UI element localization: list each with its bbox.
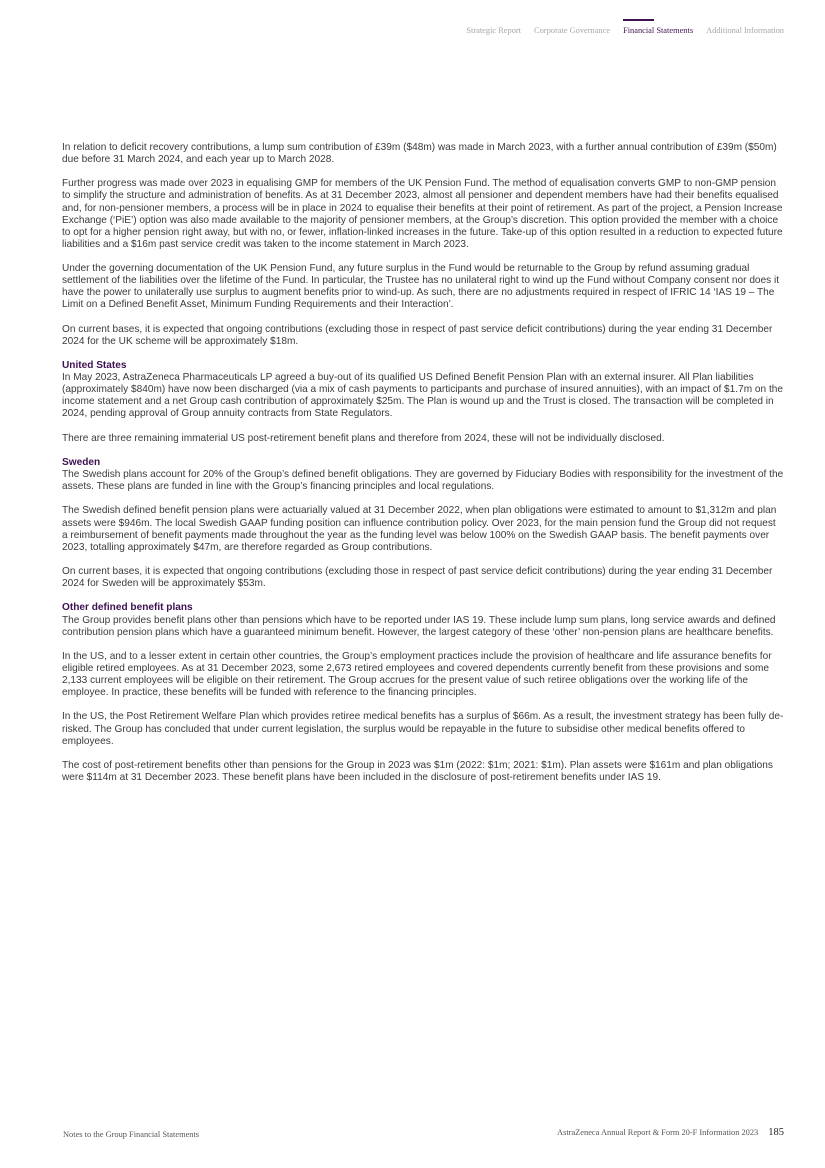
- section-navigation: [466, 26, 784, 35]
- paragraph-welfare-plan-surplus: In the US, the Post Retirement Welfare Plan which provides retiree medical benefits has a surplus of $66m. As a result, the investment strategy has been fully de-risked. The Group has concluded that under current legislation, the surplus would be repayable in the future to subsidise other medical benefits offered to employees.: [62, 711, 784, 747]
- footer-section-title: Notes to the Group Financial Statements: [63, 1130, 200, 1139]
- uk-pension-section: [62, 142, 784, 348]
- paragraph-gmp-equalisation: Further progress was made over 2023 in equalising GMP for members of the UK Pension Fund. The method of equalisation converts GMP to non-GMP pension to simplify the structure and administration of benefits. As at 31 December 2023, almost all pensioner and dependent members have had their benefits equalised and, for non-pensioner members, a process will be in place in 2024 to equalise their benefits at their point of retirement. As part of the project, a Pension Increase Exchange (‘PiE’) option was also made available to the majority of pensioner members, at the Group’s discretion. This option provided the member with a choice to opt for a higher pension right away, but with no, or fewer, inflation-linked increases in the future. Take-up of this option resulted in a reduction to expected future liabilities and a $16m past service credit was taken to the income statement in March 2023.: [62, 178, 783, 250]
- nav-strategic-report[interactable]: Strategic Report: [466, 26, 522, 35]
- paragraph-us-remaining-plans: There are three remaining immaterial US post-retirement benefit plans and therefore from 2024, these will not be individually disclosed.: [62, 432, 665, 444]
- paragraph-sweden-valuation: The Swedish defined benefit pension plans were actuarially valued at 31 December 2022, when plan obligations were estimated to amount to $1,312m and plan assets were $946m. The local Swedish GAAP funding position can influence contribution policy. Over 2023, for the main pension fund the Group did not request a reimbursement of benefit payments made throughout the year as the funding level was below 100% on the Swedish GAAP basis. The benefit payments over 2023, totalling approximately $47m, are therefore regarded as Group contributions.: [62, 505, 777, 553]
- footer-report-info: [557, 1127, 784, 1138]
- paragraph-us-buyout: In May 2023, AstraZeneca Pharmaceuticals LP agreed a buy-out of its qualified US Defined Benefit Pension Plan with an external insurer. All Plan liabilities (approximately $840m) have now been discharged (via a mix of cash payments to participants and purchase of insured annuities), with an impact of $1.7m on the income statement and a net Group cash contribution of approximately $25m. The Plan is wound up and the Trust is closed. The transaction will be completed in 2024, pending approval of Group annuity contracts from State Regulators.: [62, 372, 783, 420]
- body-content: [62, 142, 784, 796]
- paragraph-deficit-recovery: In relation to deficit recovery contributions, a lump sum contribution of £39m ($48m) was made in March 2023, with a further annual contribution of £39m ($50m) due before 31 March 2024, and each year up to March 2028.: [62, 142, 777, 166]
- paragraph-sweden-contributions: On current bases, it is expected that ongoing contributions (excluding those in respect of past service deficit contributions) during the year ending 31 December 2024 for Sweden will be approximately $53m.: [62, 566, 773, 590]
- heading-sweden: Sweden: [62, 457, 101, 468]
- sweden-section: [62, 457, 784, 590]
- paragraph-other-plans: The Group provides benefit plans other than pensions which have to be reported under IAS 19. These include lump sum plans, long service awards and defined contribution pension plans which have a guaranteed minimum benefit. However, the largest category of these ‘other’ non-pension plans are healthcare benefits.: [62, 614, 776, 638]
- nav-additional-information[interactable]: Additional Information: [706, 26, 784, 35]
- other-plans-section: [62, 602, 784, 784]
- paragraph-uk-contributions: On current bases, it is expected that ongoing contributions (excluding those in respect of past service deficit contributions) during the year ending 31 December 2024 for the UK scheme will be approximately $18m.: [62, 323, 773, 347]
- page-number: 185: [768, 1127, 784, 1138]
- heading-united-states: United States: [62, 360, 127, 372]
- nav-corporate-governance[interactable]: Corporate Governance: [534, 26, 611, 35]
- paragraph-sweden-plans: The Swedish plans account for 20% of the Group’s defined benefit obligations. They are governed by Fiduciary Bodies with responsibility for the investment of the assets. These plans are funded in line with the Group’s financing principles and local regulations.: [62, 469, 784, 493]
- footer-report-title: AstraZeneca Annual Report & Form 20-F Information 2023: [557, 1128, 759, 1137]
- nav-financial-statements[interactable]: Financial Statements: [623, 26, 694, 35]
- heading-other-defined-benefit-plans: Other defined benefit plans: [62, 602, 193, 614]
- paragraph-post-retirement-cost: The cost of post-retirement benefits other than pensions for the Group in 2023 was $1m (2022: $1m; 2021: $1m). Plan assets were $161m and plan obligations were $114m at 31 December 2023. These benefit plans have been included in the disclosure of post-retirement benefits under IAS 19.: [62, 759, 773, 783]
- paragraph-future-surplus: Under the governing documentation of the UK Pension Fund, any future surplus in the Fund would be returnable to the Group by refund assuming gradual settlement of the liabilities over the lifetime of the Fund. In particular, the Trustee has no unilateral right to wind up the Fund without Company consent nor does it have the power to unilaterally use surplus to augment benefits prior to wind-up. As such, there are no adjustments required in respect of IFRIC 14 ‘IAS 19 – The Limit on a Defined Benefit Asset, Minimum Funding Requirements and their Interaction’.: [62, 263, 780, 311]
- us-section: [62, 360, 784, 445]
- paragraph-healthcare-benefits: In the US, and to a lesser extent in certain other countries, the Group’s employment practices include the provision of healthcare and life assurance benefits for eligible retired employees. As at 31 December 2023, some 2,673 retired employees and covered dependents currently benefit from these provisions and some 2,133 current employees will be eligible on their retirement. The Group accrues for the present value of such retiree obligations over the working life of the employee. In practice, these benefits will be funded with reference to the financing principles.: [62, 650, 772, 699]
